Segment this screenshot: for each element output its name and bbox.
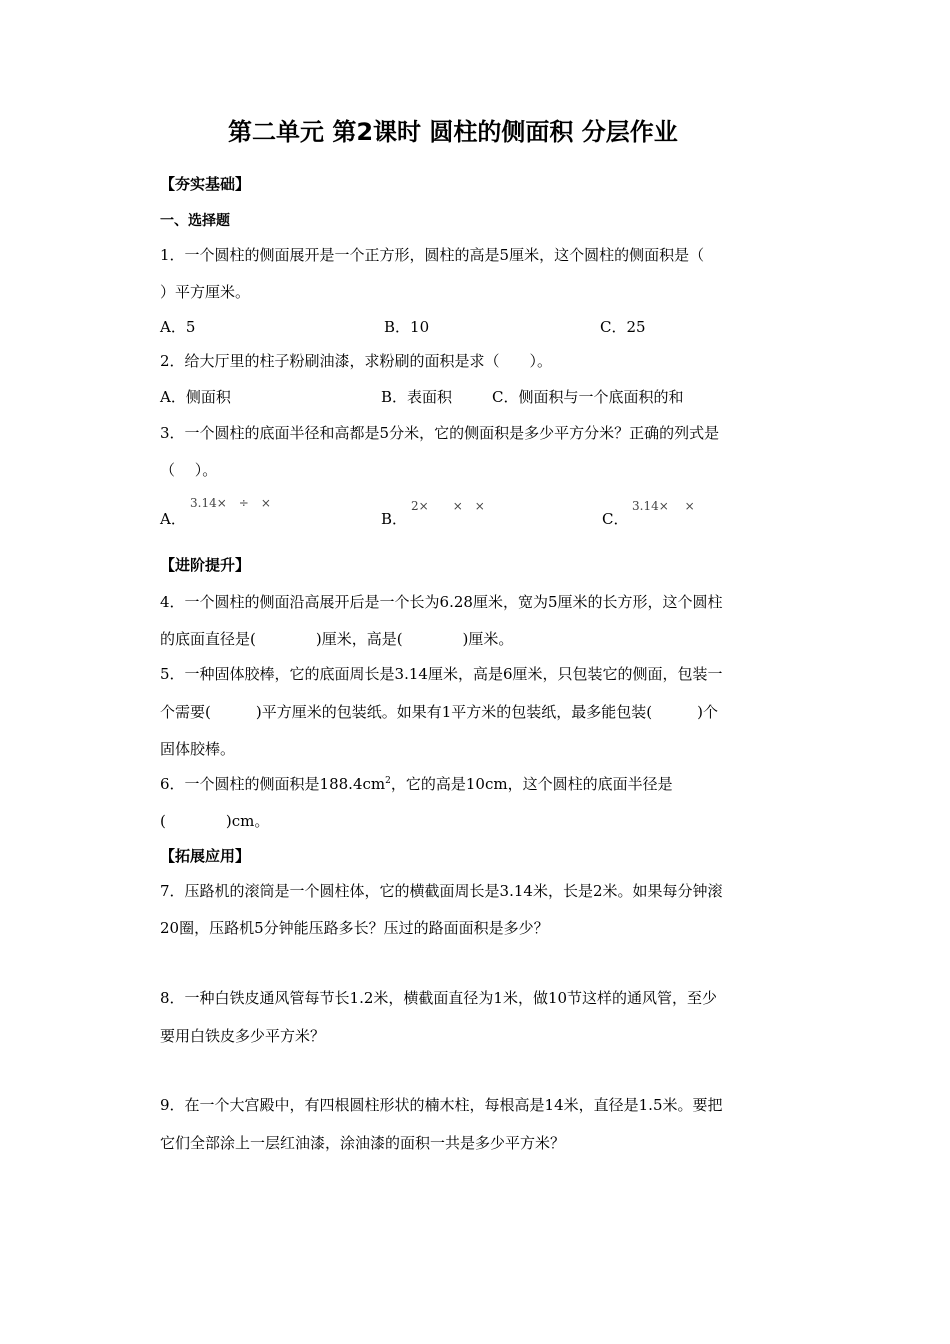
q2-option-a: A．侧面积 [160,388,231,406]
q7-line1: 7．压路机的滚筒是一个圆柱体，它的横截面周长是3.14米，长是2米。如果每分钟滚 [160,882,723,900]
q6-line1-pre: 6．一个圆柱的侧面积是188.4cm [160,775,386,793]
q3-formula-b: 2× × × [411,499,485,513]
q1-option-a: A．5 [160,318,196,336]
q9-line2: 它们全部涂上一层红油漆，涂油漆的面积一共是多少平方米？ [160,1134,566,1152]
q3-option-a: A． [160,510,186,528]
q8-line1: 8．一种白铁皮通风管每节长1.2米，横截面直径为1米，做10节这样的通风管，至少 [160,989,718,1007]
q3-formula-a: 3.14× ÷ × [190,496,271,510]
q6-line1-sup: 2 [385,776,391,786]
section-basic: 【夯实基础】 [160,175,251,193]
q6-line2: ( )cm。 [160,812,270,830]
page-title: 第二单元 第2课时 圆柱的侧面积 分层作业 [228,118,678,146]
q5-line1: 5．一种固体胶棒，它的底面周长是3.14厘米，高是6厘米，只包装它的侧面，包装一 [160,665,723,683]
q3-option-b: B． [381,510,408,528]
section-advanced: 【进阶提升】 [160,556,251,574]
q3-formula-c: 3.14× × [632,499,695,513]
q1-option-c: C．25 [600,318,646,336]
q7-line2: 20圈，压路机5分钟能压路多长？压过的路面面积是多少？ [160,919,549,937]
q1-option-b: B．10 [384,318,430,336]
q2-text: 2．给大厅里的柱子粉刷油漆，求粉刷的面积是求（ ）。 [160,352,553,370]
q3-line2: （ ）。 [160,461,218,479]
q9-line1: 9．在一个大宫殿中，有四根圆柱形状的楠木柱，每根高是14米，直径是1.5米。要把 [160,1096,723,1114]
subsection-choice: 一、选择题 [160,213,230,229]
q6-line1-post: ，它的高是10cm，这个圆柱的底面半径是 [390,775,673,793]
q3-line1: 3．一个圆柱的底面半径和高都是5分米，它的侧面积是多少平方分米？正确的列式是 [160,424,720,442]
q5-line2: 个需要( )平方厘米的包装纸。如果有1平方米的包装纸，最多能包装( )个 [160,703,718,721]
q2-option-b: B．表面积 [381,388,453,406]
q3-option-c: C． [602,510,629,528]
q4-line1: 4．一个圆柱的侧面沿高展开后是一个长为6.28厘米，宽为5厘米的长方形，这个圆柱 [160,593,723,611]
q1-line1: 1．一个圆柱的侧面展开是一个正方形，圆柱的高是5厘米，这个圆柱的侧面积是（ [160,246,705,264]
q4-line2: 的底面直径是( )厘米，高是( )厘米。 [160,630,514,648]
q6-line1 [160,777,673,792]
q2-option-c: C．侧面积与一个底面积的和 [492,388,684,406]
q8-line2: 要用白铁皮多少平方米？ [160,1027,326,1045]
section-extended: 【拓展应用】 [160,847,251,865]
q5-line3: 固体胶棒。 [160,740,236,758]
q1-line2: ）平方厘米。 [160,283,251,301]
